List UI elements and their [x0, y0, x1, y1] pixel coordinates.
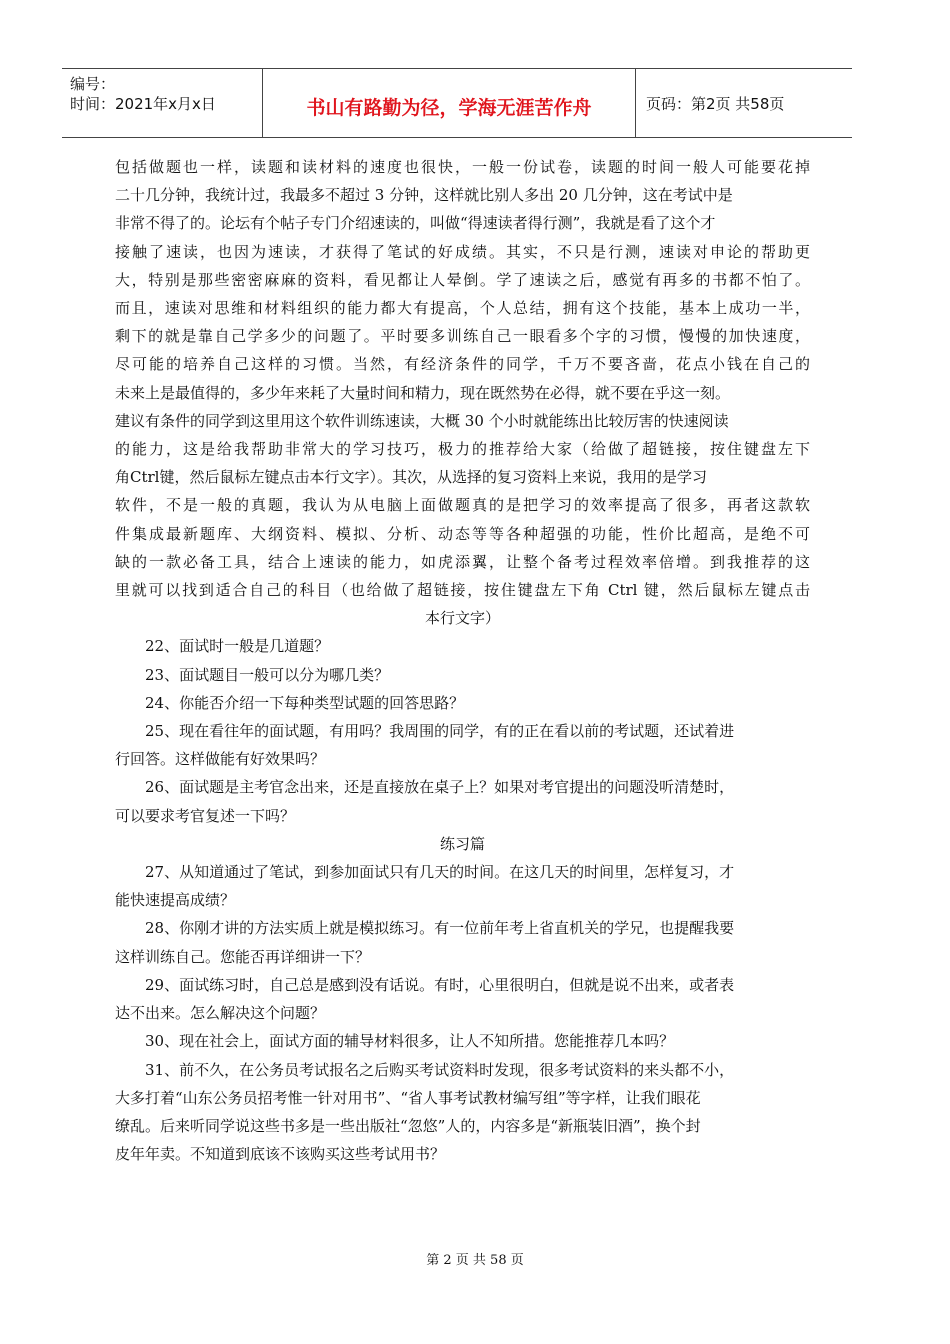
body-line: 未来上是最值得的，多少年来耗了大量时间和精力，现在既然势在必得，就不要在乎这一刻。 — [115, 383, 731, 402]
body-line: 二十几分钟，我统计过，我最多不超过 3 分钟，这样就比别人多出 20 几分钟，这在考试中是 — [115, 186, 733, 205]
question-line: 23、面试题目一般可以分为哪几类？ — [145, 665, 390, 684]
body-line: 缺的一款必备工具，结合上速读的能力，如虎添翼，让整个备考过程效率倍增。到我推荐的这 — [115, 552, 810, 571]
body-line: 大，特别是那些密密麻麻的资料，看见都让人晕倒。学了速读之后，感觉有再多的书都不怕了。 — [115, 270, 810, 289]
question-line: 25、现在看往年的面试题，有用吗？我周围的同学，有的正在看以前的考试题，还试着进 — [145, 722, 735, 741]
header-info-cell — [62, 69, 263, 137]
document-body — [115, 153, 810, 1168]
question-line: 大多打着“山东公务员招考惟一针对用书”、“省人事考试教材编写组”等字样，让我们眼花 — [115, 1088, 701, 1107]
body-line: 软件，不是一般的真题，我认为从电脑上面做题真的是把学习的效率提高了很多，再者这款软 — [115, 496, 810, 515]
document-header — [62, 68, 852, 138]
question-line: 这样训练自己。您能否再详细讲一下？ — [115, 947, 371, 966]
question-line: 22、面试时一般是几道题？ — [145, 637, 330, 656]
header-page-number: 页码：第2页 共58页 — [646, 95, 785, 113]
document-time-label: 时间：2021年x月x日 — [70, 95, 216, 113]
body-line: 建议有条件的同学到这里用这个软件训练速读，大概 30 个小时就能练出比较厉害的快速阅读 — [115, 411, 729, 430]
question-line: 皮年年卖。不知道到底该不该购买这些考试用书？ — [115, 1145, 446, 1164]
body-line: 剩下的就是靠自己学多少的问题了。平时要多训练自己一眼看多个字的习惯，慢慢的加快速度， — [115, 327, 810, 346]
body-line: 非常不得了的。论坛有个帖子专门介绍速读的，叫做“得速读者得行测”，我就是看了这个才 — [115, 214, 716, 233]
body-line: 角Ctrl键，然后鼠标左键点击本行文字）。其次，从选择的复习资料上来说，我用的是学习 — [115, 468, 707, 487]
body-line: 件集成最新题库、大纲资料、模拟、分析、动态等等各种超强的功能，性价比超高，是绝不可 — [115, 524, 810, 543]
question-line: 31、前不久，在公务员考试报名之后购买考试资料时发现，很多考试资料的来头都不小， — [145, 1060, 735, 1079]
body-line: 的能力，这是给我帮助非常大的学习技巧，极力的推荐给大家（给做了超链接，按住键盘左下 — [115, 440, 810, 459]
question-line: 29、面试练习时，自己总是感到没有话说。有时，心里很明白，但就是说不出来，或者表 — [145, 975, 735, 994]
question-line: 30、现在社会上，面试方面的辅导材料很多，让人不知所措。您能推荐几本吗？ — [145, 1032, 675, 1051]
body-line: 里就可以找到适合自己的科目（也给做了超链接，按住键盘左下角 Ctrl 键，然后鼠标左键点击 — [115, 581, 810, 600]
header-page-cell — [636, 69, 852, 137]
body-line: 尽可能的培养自己这样的习惯。当然，有经济条件的同学，千万不要吝啬，花点小钱在自己的 — [115, 355, 810, 374]
body-line: 而且，速读对思维和材料组织的能力都大有提高，个人总结，拥有这个技能，基本上成功一半， — [115, 299, 810, 318]
page-footer: 第 2 页 共 58 页 — [426, 1253, 524, 1268]
question-line: 能快速提高成绩？ — [115, 891, 236, 910]
question-line: 27、从知道通过了笔试，到参加面试只有几天的时间。在这几天的时间里，怎样复习，才 — [145, 863, 735, 882]
section-title: 练习篇 — [439, 834, 485, 853]
header-motto: 书山有路勤为径，学海无涯苦作舟 — [306, 97, 592, 119]
document-id-label: 编号： — [70, 75, 116, 93]
header-motto-cell — [263, 69, 636, 137]
question-line: 缭乱。后来听同学说这些书多是一些出版社“忽悠”人的，内容多是“新瓶装旧酒”，换个封 — [115, 1116, 701, 1135]
question-line: 可以要求考官复述一下吗？ — [115, 806, 296, 825]
body-line: 包括做题也一样，读题和读材料的速度也很快，一般一份试卷，读题的时间一般人可能要花掉 — [115, 158, 810, 176]
question-line: 行回答。这样做能有好效果吗？ — [115, 750, 326, 769]
question-line: 28、你刚才讲的方法实质上就是模拟练习。有一位前年考上省直机关的学兄，也提醒我要 — [145, 919, 735, 938]
body-line: 接触了速读，也因为速读，才获得了笔试的好成绩。其实，不只是行测，速读对申论的帮助更 — [115, 242, 810, 261]
question-line: 达不出来。怎么解决这个问题？ — [115, 1004, 326, 1023]
question-line: 24、你能否介绍一下每种类型试题的回答思路？ — [145, 693, 465, 712]
question-line: 26、面试题是主考官念出来，还是直接放在桌子上？如果对考官提出的问题没听清楚时， — [145, 778, 735, 797]
body-line: 本行文字） — [424, 609, 500, 628]
